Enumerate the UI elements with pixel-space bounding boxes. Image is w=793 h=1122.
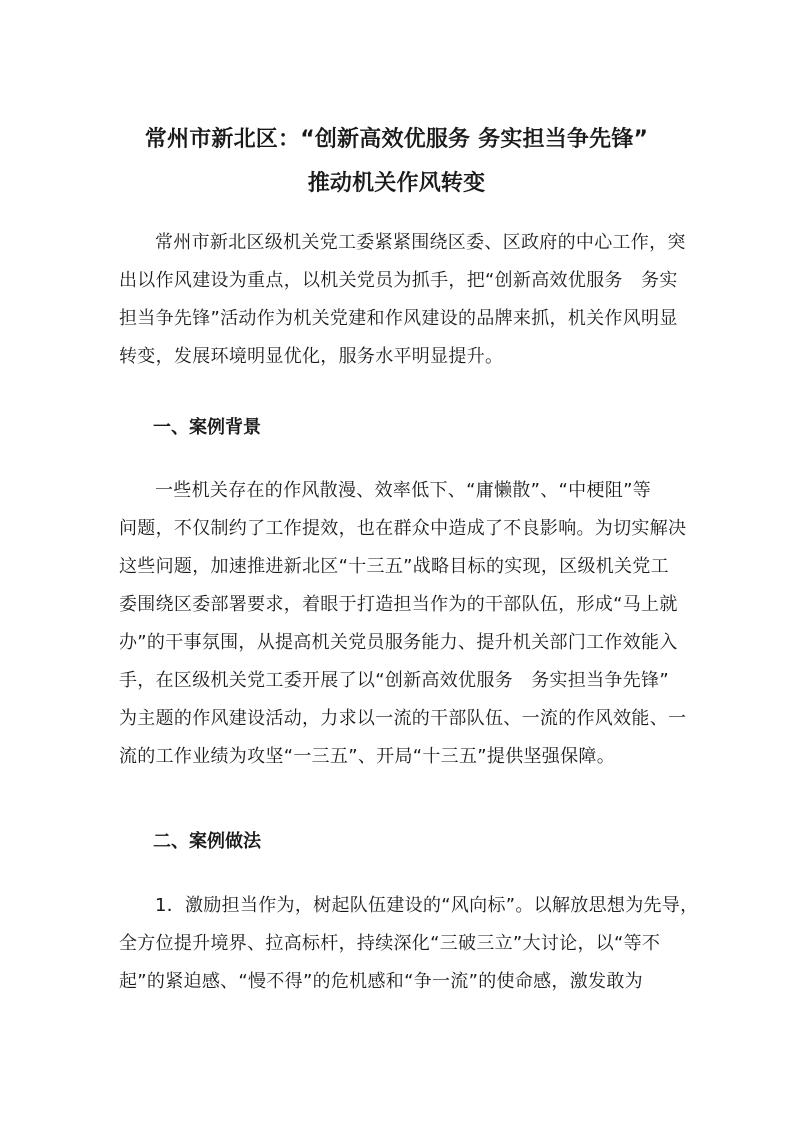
paragraph-line: 委围绕区委部署要求，着眼于打造担当作为的干部队伍，形成“马上就 xyxy=(119,594,678,615)
paragraph-line: 一些机关存在的作风散漫、效率低下、“庸懒散”、“中梗阻”等 xyxy=(155,480,651,501)
title-line-1: 常州市新北区：“创新高效优服务 务实担当争先锋” xyxy=(144,127,649,152)
section-heading-practice: 二、案例做法 xyxy=(153,831,261,852)
paragraph-line: 问题，不仅制约了工作提效，也在群众中造成了不良影响。为切实解决 xyxy=(119,518,687,539)
paragraph-line: 全方位提升境界、拉高标杆，持续深化“三破三立”大讨论，以“等不 xyxy=(119,933,661,954)
practice-paragraph xyxy=(119,887,699,1001)
paragraph-line: 这些问题，加速推进新北区“十三五”战略目标的实现，区级机关党工 xyxy=(119,556,669,577)
paragraph-line: 转变，发展环境明显优化，服务水平明显提升。 xyxy=(119,346,504,367)
document-title xyxy=(100,118,693,206)
paragraph-line: 出以作风建设为重点，以机关党员为抓手，把“创新高效优服务 务实 xyxy=(119,270,678,291)
paragraph-line: 手，在区级机关党工委开展了以“创新高效优服务 务实担当争先锋” xyxy=(119,670,669,691)
paragraph-line: 常州市新北区级机关党工委紧紧围绕区委、区政府的中心工作，突 xyxy=(155,232,686,253)
background-paragraph xyxy=(119,472,687,776)
paragraph-line: 流的工作业绩为攻坚“一三五”、开局“十三五”提供坚强保障。 xyxy=(119,746,615,767)
section-heading-background: 一、案例背景 xyxy=(153,417,261,438)
title-line-2: 推动机关作风转变 xyxy=(307,171,486,196)
paragraph-line: 起”的紧迫感、“慢不得”的危机感和“争一流”的使命感，激发敢为 xyxy=(119,971,643,992)
paragraph-line: 担当争先锋”活动作为机关党建和作风建设的品牌来抓，机关作风明显 xyxy=(119,308,678,329)
paragraph-line: 为主题的作风建设活动，力求以一流的干部队伍、一流的作风效能、一 xyxy=(119,708,687,729)
intro-paragraph xyxy=(119,224,686,376)
paragraph-line: 1．激励担当作为，树起队伍建设的“风向标”。以解放思想为先导， xyxy=(155,895,699,916)
paragraph-line: 办”的干事氛围，从提高机关党员服务能力、提升机关部门工作效能入 xyxy=(119,632,678,653)
